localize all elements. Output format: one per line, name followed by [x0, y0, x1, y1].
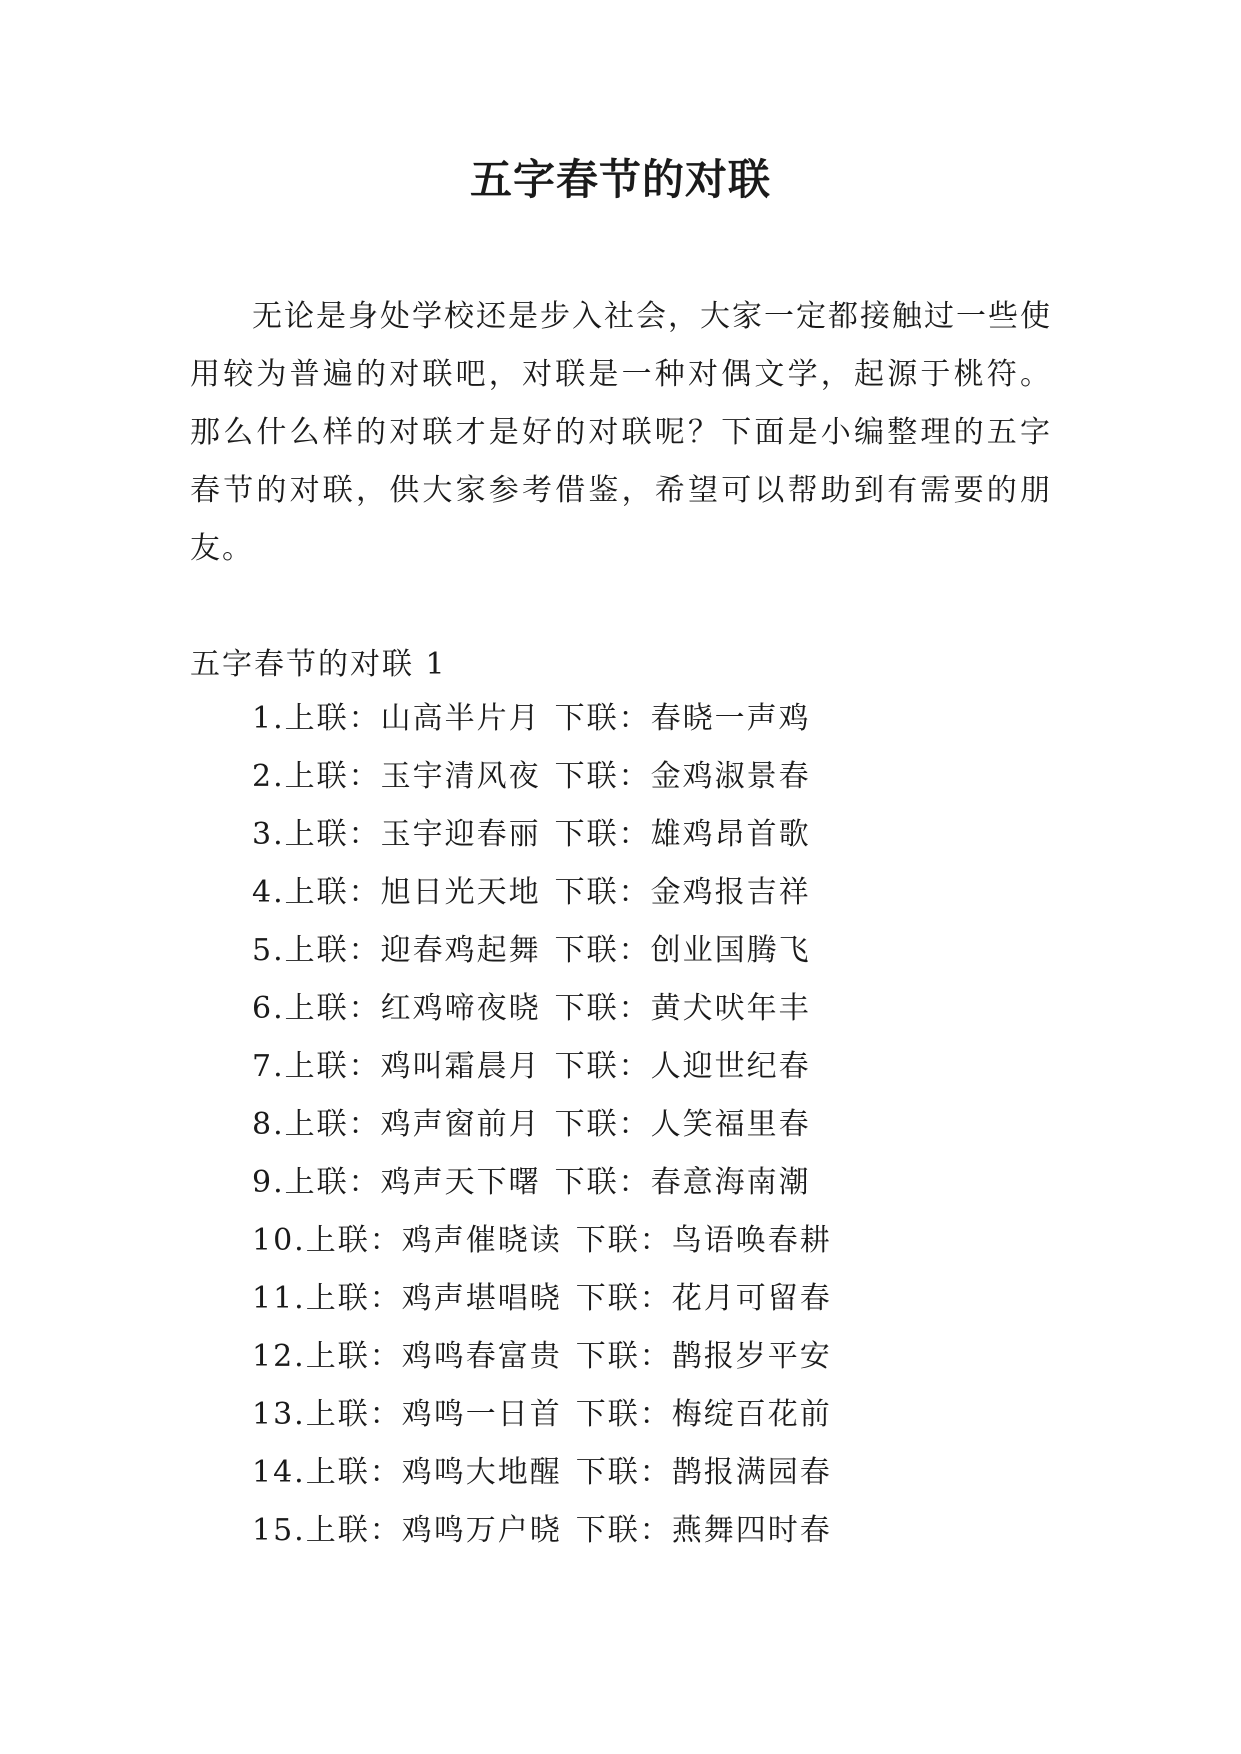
- upper-label: 上联：: [305, 1281, 402, 1316]
- upper-line: 鸡叫霜晨月: [380, 1049, 541, 1084]
- page-title: 五字春节的对联: [469, 155, 771, 204]
- couplet-item: [252, 1278, 832, 1336]
- upper-label: 上联：: [284, 701, 381, 736]
- lower-label: 下联：: [554, 991, 651, 1026]
- upper-line: 鸡声催晓读: [401, 1223, 562, 1258]
- couplet-number: 6.: [252, 991, 285, 1026]
- lower-line: 燕舞四时春: [671, 1513, 832, 1548]
- upper-line: 旭日光天地: [380, 875, 541, 910]
- lower-line: 人笑福里春: [650, 1107, 811, 1142]
- lower-line: 花月可留春: [671, 1281, 832, 1316]
- lower-label: 下联：: [554, 759, 651, 794]
- couplet-item: [252, 698, 832, 756]
- upper-label: 上联：: [284, 875, 381, 910]
- upper-label: 上联：: [284, 991, 381, 1026]
- couplet-item: [252, 1510, 832, 1568]
- lower-line: 鹊报岁平安: [671, 1339, 832, 1374]
- upper-line: 红鸡啼夜晓: [380, 991, 541, 1026]
- couplet-number: 15.: [252, 1513, 306, 1548]
- lower-label: 下联：: [554, 701, 651, 736]
- upper-label: 上联：: [284, 759, 381, 794]
- upper-label: 上联：: [305, 1455, 402, 1490]
- couplet-number: 11.: [252, 1281, 306, 1316]
- lower-label: 下联：: [575, 1339, 672, 1374]
- couplet-item: [252, 756, 832, 814]
- couplet-item: [252, 1452, 832, 1510]
- couplet-item: [252, 988, 832, 1046]
- section-heading: 五字春节的对联 1: [190, 647, 447, 682]
- couplet-list: [252, 698, 832, 1568]
- upper-line: 鸡声堪唱晓: [401, 1281, 562, 1316]
- intro-paragraph: 无论是身处学校还是步入社会，大家一定都接触过一些使用较为普遍的对联吧，对联是一种对偶文学，起源于桃符。那么什么样的对联才是好的对联呢？下面是小编整理的五字春节的对联，供大家参考借鉴，希望可以帮助到有需要的朋友。: [190, 299, 1052, 566]
- upper-label: 上联：: [305, 1223, 402, 1258]
- upper-label: 上联：: [284, 1107, 381, 1142]
- lower-label: 下联：: [575, 1397, 672, 1432]
- lower-label: 下联：: [575, 1455, 672, 1490]
- couplet-number: 7.: [252, 1049, 285, 1084]
- lower-line: 春意海南潮: [650, 1165, 811, 1200]
- couplet-item: [252, 1220, 832, 1278]
- lower-line: 春晓一声鸡: [650, 701, 811, 736]
- upper-line: 鸡鸣万户晓: [401, 1513, 562, 1548]
- couplet-number: 8.: [252, 1107, 285, 1142]
- couplet-number: 10.: [252, 1223, 306, 1258]
- lower-label: 下联：: [554, 1107, 651, 1142]
- couplet-item: [252, 930, 832, 988]
- upper-line: 鸡鸣春富贵: [401, 1339, 562, 1374]
- lower-line: 雄鸡昂首歌: [650, 817, 811, 852]
- lower-line: 创业国腾飞: [650, 933, 811, 968]
- couplet-item: [252, 872, 832, 930]
- lower-label: 下联：: [554, 817, 651, 852]
- upper-line: 迎春鸡起舞: [380, 933, 541, 968]
- couplet-number: 14.: [252, 1455, 306, 1490]
- couplet-number: 1.: [252, 701, 285, 736]
- upper-line: 鸡鸣一日首: [401, 1397, 562, 1432]
- couplet-item: [252, 814, 832, 872]
- couplet-number: 12.: [252, 1339, 306, 1374]
- lower-label: 下联：: [554, 1049, 651, 1084]
- upper-line: 鸡鸣大地醒: [401, 1455, 562, 1490]
- upper-label: 上联：: [305, 1339, 402, 1374]
- upper-line: 玉宇清风夜: [380, 759, 541, 794]
- couplet-item: [252, 1162, 832, 1220]
- lower-line: 鹊报满园春: [671, 1455, 832, 1490]
- couplet-number: 5.: [252, 933, 285, 968]
- lower-line: 黄犬吠年丰: [650, 991, 811, 1026]
- upper-label: 上联：: [284, 1165, 381, 1200]
- couplet-number: 13.: [252, 1397, 306, 1432]
- upper-label: 上联：: [305, 1397, 402, 1432]
- upper-line: 玉宇迎春丽: [380, 817, 541, 852]
- couplet-number: 9.: [252, 1165, 285, 1200]
- upper-line: 鸡声窗前月: [380, 1107, 541, 1142]
- upper-label: 上联：: [305, 1513, 402, 1548]
- couplet-item: [252, 1336, 832, 1394]
- couplet-item: [252, 1104, 832, 1162]
- lower-label: 下联：: [575, 1281, 672, 1316]
- lower-label: 下联：: [554, 933, 651, 968]
- lower-label: 下联：: [575, 1223, 672, 1258]
- lower-line: 金鸡淑景春: [650, 759, 811, 794]
- couplet-item: [252, 1046, 832, 1104]
- couplet-item: [252, 1394, 832, 1452]
- lower-label: 下联：: [554, 1165, 651, 1200]
- upper-line: 山高半片月: [380, 701, 541, 736]
- lower-line: 人迎世纪春: [650, 1049, 811, 1084]
- couplet-number: 2.: [252, 759, 285, 794]
- upper-label: 上联：: [284, 817, 381, 852]
- upper-label: 上联：: [284, 933, 381, 968]
- lower-label: 下联：: [554, 875, 651, 910]
- lower-line: 梅绽百花前: [671, 1397, 832, 1432]
- lower-line: 鸟语唤春耕: [671, 1223, 832, 1258]
- lower-label: 下联：: [575, 1513, 672, 1548]
- lower-line: 金鸡报吉祥: [650, 875, 811, 910]
- upper-label: 上联：: [284, 1049, 381, 1084]
- upper-line: 鸡声天下曙: [380, 1165, 541, 1200]
- couplet-number: 4.: [252, 875, 285, 910]
- couplet-number: 3.: [252, 817, 285, 852]
